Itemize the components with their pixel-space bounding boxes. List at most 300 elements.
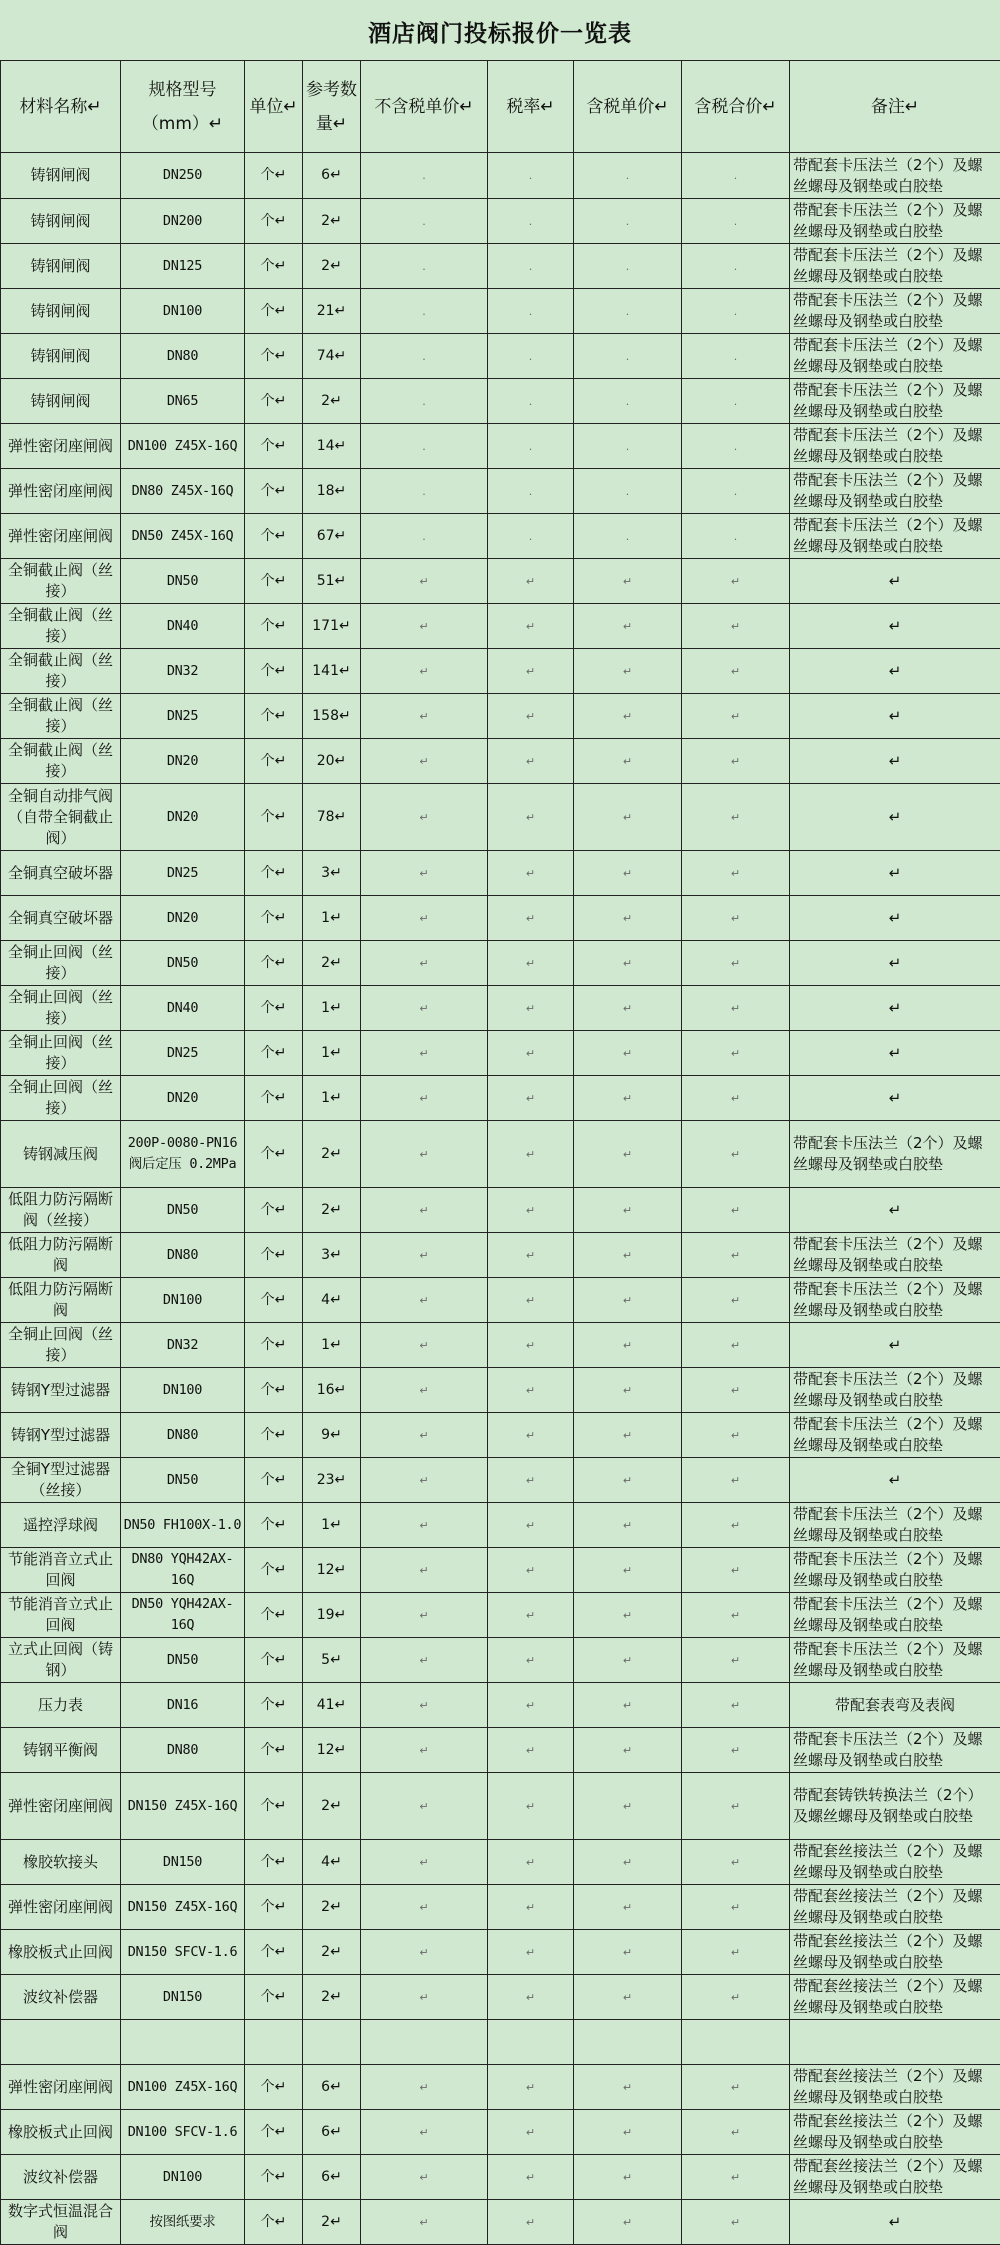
cell-unit: 个↵ bbox=[245, 896, 303, 941]
cell-unit: 个↵ bbox=[245, 514, 303, 559]
cell-note: 带配套丝接法兰（2个）及螺丝螺母及钢垫或白胶垫 bbox=[790, 2155, 1000, 2200]
table-row bbox=[1, 289, 1000, 334]
cell-note: ↵ bbox=[790, 784, 1000, 851]
cell-spec: DN125 bbox=[121, 244, 245, 289]
cell-pre-tax-price: . bbox=[361, 199, 488, 244]
cell-note: 带配套卡压法兰（2个）及螺丝螺母及钢垫或白胶垫 bbox=[790, 1368, 1000, 1413]
table-row bbox=[1, 649, 1000, 694]
cell-tax-total: ↵ bbox=[682, 2155, 790, 2200]
cell-spec: DN25 bbox=[121, 694, 245, 739]
cell-spec: DN50 bbox=[121, 559, 245, 604]
cell-spec: DN100 bbox=[121, 2155, 245, 2200]
cell-qty: 12↵ bbox=[303, 1548, 361, 1593]
cell-tax-total: ↵ bbox=[682, 1413, 790, 1458]
cell-spec: DN32 bbox=[121, 1323, 245, 1368]
cell-tax-price: ↵ bbox=[574, 941, 682, 986]
cell-tax-rate: ↵ bbox=[488, 2200, 574, 2245]
cell-unit: 个↵ bbox=[245, 739, 303, 784]
cell-note: 带配套丝接法兰（2个）及螺丝螺母及钢垫或白胶垫 bbox=[790, 1885, 1000, 1930]
cell-tax-price: ↵ bbox=[574, 1368, 682, 1413]
cell-tax-rate: ↵ bbox=[488, 739, 574, 784]
cell-tax-rate: ↵ bbox=[488, 559, 574, 604]
cell-material-name: 弹性密闭座闸阀 bbox=[1, 469, 121, 514]
cell-spec: DN150 Z45X-16Q bbox=[121, 1885, 245, 1930]
cell-qty: 2↵ bbox=[303, 1975, 361, 2020]
cell-qty: 1↵ bbox=[303, 1031, 361, 1076]
cell-unit: 个↵ bbox=[245, 153, 303, 199]
table-row bbox=[1, 896, 1000, 941]
cell-qty: 16↵ bbox=[303, 1368, 361, 1413]
cell-note: ↵ bbox=[790, 1076, 1000, 1121]
col-tax-price: 含税单价↵ bbox=[574, 61, 682, 153]
cell-unit: 个↵ bbox=[245, 1593, 303, 1638]
cell-tax-price: . bbox=[574, 153, 682, 199]
cell-tax-price: ↵ bbox=[574, 1121, 682, 1188]
cell-spec: DN80 bbox=[121, 1233, 245, 1278]
table-row bbox=[1, 1233, 1000, 1278]
cell-pre-tax-price: . bbox=[361, 244, 488, 289]
table-row bbox=[1, 1975, 1000, 2020]
cell-qty: 21↵ bbox=[303, 289, 361, 334]
cell-pre-tax-price: ↵ bbox=[361, 1728, 488, 1773]
cell-unit: 个↵ bbox=[245, 2155, 303, 2200]
cell-tax-price: ↵ bbox=[574, 2200, 682, 2245]
cell-unit: 个↵ bbox=[245, 1233, 303, 1278]
cell-tax-rate: . bbox=[488, 199, 574, 244]
cell-tax-rate: . bbox=[488, 469, 574, 514]
cell-qty: 23↵ bbox=[303, 1458, 361, 1503]
cell-tax-price: ↵ bbox=[574, 739, 682, 784]
cell-tax-price: ↵ bbox=[574, 1840, 682, 1885]
cell-unit: 个↵ bbox=[245, 1458, 303, 1503]
cell-material-name: 铸钢闸阀 bbox=[1, 334, 121, 379]
table-row bbox=[1, 199, 1000, 244]
cell-unit bbox=[245, 2020, 303, 2065]
cell-material-name: 波纹补偿器 bbox=[1, 1975, 121, 2020]
cell-pre-tax-price: ↵ bbox=[361, 1278, 488, 1323]
cell-qty: 1↵ bbox=[303, 896, 361, 941]
cell-pre-tax-price: ↵ bbox=[361, 1885, 488, 1930]
cell-material-name: 全铜截止阀（丝接） bbox=[1, 604, 121, 649]
cell-spec: DN65 bbox=[121, 379, 245, 424]
cell-material-name: 全铜止回阀（丝接） bbox=[1, 1076, 121, 1121]
cell-tax-price: . bbox=[574, 289, 682, 334]
cell-material-name: 铸钢Y型过滤器 bbox=[1, 1413, 121, 1458]
cell-tax-price: ↵ bbox=[574, 1548, 682, 1593]
cell-material-name: 全铜截止阀（丝接） bbox=[1, 649, 121, 694]
cell-unit: 个↵ bbox=[245, 1121, 303, 1188]
cell-tax-total: ↵ bbox=[682, 1773, 790, 1840]
cell-spec: DN50 bbox=[121, 1638, 245, 1683]
cell-note: 带配套丝接法兰（2个）及螺丝螺母及钢垫或白胶垫 bbox=[790, 1975, 1000, 2020]
cell-spec: DN50 FH100X-1.0 bbox=[121, 1503, 245, 1548]
cell-spec: DN50 bbox=[121, 941, 245, 986]
cell-material-name: 橡胶软接头 bbox=[1, 1840, 121, 1885]
cell-qty: 1↵ bbox=[303, 1503, 361, 1548]
cell-tax-total: ↵ bbox=[682, 1121, 790, 1188]
table-row bbox=[1, 1278, 1000, 1323]
cell-tax-price: ↵ bbox=[574, 2065, 682, 2110]
cell-tax-price: . bbox=[574, 469, 682, 514]
cell-tax-rate: ↵ bbox=[488, 851, 574, 896]
cell-material-name: 铸钢闸阀 bbox=[1, 289, 121, 334]
cell-pre-tax-price: ↵ bbox=[361, 1503, 488, 1548]
col-tax-rate: 税率↵ bbox=[488, 61, 574, 153]
table-row bbox=[1, 424, 1000, 469]
table-row bbox=[1, 514, 1000, 559]
cell-pre-tax-price: ↵ bbox=[361, 649, 488, 694]
cell-tax-price: . bbox=[574, 514, 682, 559]
cell-pre-tax-price: ↵ bbox=[361, 1840, 488, 1885]
cell-tax-total: ↵ bbox=[682, 2200, 790, 2245]
cell-spec: DN150 bbox=[121, 1840, 245, 1885]
cell-spec: DN50 Z45X-16Q bbox=[121, 514, 245, 559]
cell-tax-price: ↵ bbox=[574, 1188, 682, 1233]
cell-spec: 按图纸要求 bbox=[121, 2200, 245, 2245]
table-row bbox=[1, 2020, 1000, 2065]
cell-tax-total: ↵ bbox=[682, 1076, 790, 1121]
cell-tax-rate: . bbox=[488, 379, 574, 424]
cell-pre-tax-price: ↵ bbox=[361, 1638, 488, 1683]
cell-pre-tax-price: ↵ bbox=[361, 1548, 488, 1593]
cell-spec: DN200 bbox=[121, 199, 245, 244]
cell-note: 带配套卡压法兰（2个）及螺丝螺母及钢垫或白胶垫 bbox=[790, 469, 1000, 514]
cell-qty: 9↵ bbox=[303, 1413, 361, 1458]
cell-unit: 个↵ bbox=[245, 1188, 303, 1233]
cell-tax-total: ↵ bbox=[682, 1683, 790, 1728]
cell-tax-price: ↵ bbox=[574, 986, 682, 1031]
cell-material-name: 节能消音立式止回阀 bbox=[1, 1548, 121, 1593]
cell-note: 带配套表弯及表阀 bbox=[790, 1683, 1000, 1728]
cell-unit: 个↵ bbox=[245, 1503, 303, 1548]
cell-unit: 个↵ bbox=[245, 1548, 303, 1593]
cell-pre-tax-price: ↵ bbox=[361, 559, 488, 604]
cell-unit: 个↵ bbox=[245, 1930, 303, 1975]
cell-material-name: 铸钢闸阀 bbox=[1, 244, 121, 289]
cell-tax-total: . bbox=[682, 379, 790, 424]
cell-tax-price: ↵ bbox=[574, 1638, 682, 1683]
cell-tax-price: ↵ bbox=[574, 784, 682, 851]
cell-tax-price: ↵ bbox=[574, 1323, 682, 1368]
cell-tax-price: . bbox=[574, 334, 682, 379]
table-row bbox=[1, 2200, 1000, 2245]
cell-tax-price: ↵ bbox=[574, 851, 682, 896]
cell-qty: 3↵ bbox=[303, 851, 361, 896]
cell-note: ↵ bbox=[790, 739, 1000, 784]
cell-tax-price: . bbox=[574, 424, 682, 469]
cell-qty: 2↵ bbox=[303, 1188, 361, 1233]
cell-tax-rate: ↵ bbox=[488, 694, 574, 739]
cell-tax-total: ↵ bbox=[682, 694, 790, 739]
cell-tax-total: ↵ bbox=[682, 1975, 790, 2020]
cell-spec: DN100 Z45X-16Q bbox=[121, 2065, 245, 2110]
cell-tax-total: ↵ bbox=[682, 649, 790, 694]
cell-tax-price: ↵ bbox=[574, 559, 682, 604]
cell-spec: DN32 bbox=[121, 649, 245, 694]
cell-pre-tax-price: ↵ bbox=[361, 1773, 488, 1840]
cell-tax-rate: ↵ bbox=[488, 2110, 574, 2155]
table-row bbox=[1, 1930, 1000, 1975]
table-row bbox=[1, 2155, 1000, 2200]
cell-note: 带配套卡压法兰（2个）及螺丝螺母及钢垫或白胶垫 bbox=[790, 244, 1000, 289]
cell-qty: 2↵ bbox=[303, 1121, 361, 1188]
table-row bbox=[1, 469, 1000, 514]
cell-material-name: 低阻力防污隔断阀 bbox=[1, 1278, 121, 1323]
cell-pre-tax-price: ↵ bbox=[361, 1233, 488, 1278]
cell-spec: DN25 bbox=[121, 851, 245, 896]
cell-material-name: 全铜Y型过滤器（丝接） bbox=[1, 1458, 121, 1503]
table-row bbox=[1, 784, 1000, 851]
cell-tax-rate: ↵ bbox=[488, 784, 574, 851]
cell-pre-tax-price: ↵ bbox=[361, 784, 488, 851]
cell-spec: DN150 bbox=[121, 1975, 245, 2020]
cell-tax-total: ↵ bbox=[682, 1840, 790, 1885]
cell-note: 带配套卡压法兰（2个）及螺丝螺母及钢垫或白胶垫 bbox=[790, 289, 1000, 334]
cell-tax-rate: ↵ bbox=[488, 1773, 574, 1840]
cell-note: 带配套丝接法兰（2个）及螺丝螺母及钢垫或白胶垫 bbox=[790, 2065, 1000, 2110]
cell-tax-total: ↵ bbox=[682, 2110, 790, 2155]
cell-material-name: 弹性密闭座闸阀 bbox=[1, 514, 121, 559]
cell-tax-rate: ↵ bbox=[488, 1885, 574, 1930]
cell-qty: 2↵ bbox=[303, 379, 361, 424]
cell-qty: 1↵ bbox=[303, 986, 361, 1031]
cell-qty: 5↵ bbox=[303, 1638, 361, 1683]
cell-tax-total: ↵ bbox=[682, 1368, 790, 1413]
cell-tax-total: ↵ bbox=[682, 1548, 790, 1593]
cell-spec bbox=[121, 2020, 245, 2065]
cell-tax-price: ↵ bbox=[574, 896, 682, 941]
table-row bbox=[1, 1076, 1000, 1121]
cell-spec: DN20 bbox=[121, 1076, 245, 1121]
cell-tax-rate: ↵ bbox=[488, 1683, 574, 1728]
cell-tax-rate bbox=[488, 2020, 574, 2065]
table-row bbox=[1, 1683, 1000, 1728]
cell-tax-price: ↵ bbox=[574, 2155, 682, 2200]
cell-pre-tax-price: . bbox=[361, 334, 488, 379]
cell-qty: 6↵ bbox=[303, 2065, 361, 2110]
table-row bbox=[1, 334, 1000, 379]
table-row bbox=[1, 1638, 1000, 1683]
cell-tax-rate: ↵ bbox=[488, 604, 574, 649]
cell-qty: 141↵ bbox=[303, 649, 361, 694]
cell-tax-total: . bbox=[682, 334, 790, 379]
cell-qty: 2↵ bbox=[303, 941, 361, 986]
cell-tax-total: . bbox=[682, 199, 790, 244]
cell-tax-total: ↵ bbox=[682, 2065, 790, 2110]
table-row bbox=[1, 694, 1000, 739]
cell-tax-price: ↵ bbox=[574, 1728, 682, 1773]
col-tax-total: 含税合价↵ bbox=[682, 61, 790, 153]
cell-note: 带配套卡压法兰（2个）及螺丝螺母及钢垫或白胶垫 bbox=[790, 334, 1000, 379]
cell-spec: DN100 bbox=[121, 1278, 245, 1323]
cell-pre-tax-price: . bbox=[361, 514, 488, 559]
cell-material-name: 节能消音立式止回阀 bbox=[1, 1593, 121, 1638]
table-row bbox=[1, 559, 1000, 604]
cell-spec: DN40 bbox=[121, 604, 245, 649]
cell-pre-tax-price: ↵ bbox=[361, 851, 488, 896]
cell-tax-total bbox=[682, 2020, 790, 2065]
cell-tax-total: ↵ bbox=[682, 559, 790, 604]
cell-material-name: 数字式恒温混合阀 bbox=[1, 2200, 121, 2245]
cell-note: ↵ bbox=[790, 1031, 1000, 1076]
cell-tax-total: . bbox=[682, 244, 790, 289]
cell-pre-tax-price: ↵ bbox=[361, 1188, 488, 1233]
table-body bbox=[1, 153, 1000, 2245]
cell-note: 带配套卡压法兰（2个）及螺丝螺母及钢垫或白胶垫 bbox=[790, 1413, 1000, 1458]
cell-tax-price: ↵ bbox=[574, 694, 682, 739]
cell-tax-rate: ↵ bbox=[488, 1930, 574, 1975]
cell-qty: 2↵ bbox=[303, 244, 361, 289]
cell-tax-rate: ↵ bbox=[488, 1413, 574, 1458]
cell-material-name: 全铜截止阀（丝接） bbox=[1, 694, 121, 739]
cell-spec: DN50 bbox=[121, 1458, 245, 1503]
cell-pre-tax-price bbox=[361, 2020, 488, 2065]
cell-pre-tax-price: ↵ bbox=[361, 739, 488, 784]
cell-note: ↵ bbox=[790, 896, 1000, 941]
cell-tax-rate: ↵ bbox=[488, 1233, 574, 1278]
cell-material-name: 低阻力防污隔断阀 bbox=[1, 1233, 121, 1278]
cell-tax-rate: ↵ bbox=[488, 649, 574, 694]
cell-material-name: 压力表 bbox=[1, 1683, 121, 1728]
cell-tax-total: ↵ bbox=[682, 896, 790, 941]
cell-pre-tax-price: ↵ bbox=[361, 1076, 488, 1121]
cell-material-name: 铸钢闸阀 bbox=[1, 379, 121, 424]
cell-unit: 个↵ bbox=[245, 469, 303, 514]
cell-qty: 4↵ bbox=[303, 1278, 361, 1323]
cell-material-name: 立式止回阀（铸钢） bbox=[1, 1638, 121, 1683]
cell-pre-tax-price: ↵ bbox=[361, 1683, 488, 1728]
cell-spec: DN80 bbox=[121, 334, 245, 379]
cell-note: 带配套卡压法兰（2个）及螺丝螺母及钢垫或白胶垫 bbox=[790, 1548, 1000, 1593]
cell-pre-tax-price: ↵ bbox=[361, 1368, 488, 1413]
cell-unit: 个↵ bbox=[245, 1031, 303, 1076]
cell-tax-total: . bbox=[682, 514, 790, 559]
cell-pre-tax-price: ↵ bbox=[361, 1323, 488, 1368]
cell-material-name: 弹性密闭座闸阀 bbox=[1, 1773, 121, 1840]
cell-material-name: 全铜止回阀（丝接） bbox=[1, 986, 121, 1031]
cell-spec: DN25 bbox=[121, 1031, 245, 1076]
cell-spec: DN50 bbox=[121, 1188, 245, 1233]
cell-tax-rate: ↵ bbox=[488, 1840, 574, 1885]
cell-pre-tax-price: ↵ bbox=[361, 2155, 488, 2200]
cell-tax-total: ↵ bbox=[682, 1233, 790, 1278]
cell-material-name: 铸钢闸阀 bbox=[1, 153, 121, 199]
cell-unit: 个↵ bbox=[245, 1076, 303, 1121]
cell-spec: DN150 SFCV-1.6 bbox=[121, 1930, 245, 1975]
cell-pre-tax-price: ↵ bbox=[361, 986, 488, 1031]
cell-note: ↵ bbox=[790, 604, 1000, 649]
cell-material-name: 弹性密闭座闸阀 bbox=[1, 424, 121, 469]
cell-unit: 个↵ bbox=[245, 379, 303, 424]
cell-unit: 个↵ bbox=[245, 1728, 303, 1773]
cell-tax-total: . bbox=[682, 289, 790, 334]
cell-qty: 6↵ bbox=[303, 2110, 361, 2155]
cell-note: 带配套丝接法兰（2个）及螺丝螺母及钢垫或白胶垫 bbox=[790, 1930, 1000, 1975]
cell-material-name: 弹性密闭座闸阀 bbox=[1, 2065, 121, 2110]
cell-tax-price bbox=[574, 2020, 682, 2065]
cell-qty: 158↵ bbox=[303, 694, 361, 739]
table-row bbox=[1, 244, 1000, 289]
cell-spec: DN80 bbox=[121, 1413, 245, 1458]
cell-pre-tax-price: . bbox=[361, 424, 488, 469]
cell-pre-tax-price: ↵ bbox=[361, 1121, 488, 1188]
cell-pre-tax-price: ↵ bbox=[361, 1975, 488, 2020]
cell-tax-price: ↵ bbox=[574, 1885, 682, 1930]
cell-unit: 个↵ bbox=[245, 334, 303, 379]
col-name: 材料名称↵ bbox=[1, 61, 121, 153]
cell-qty: 6↵ bbox=[303, 2155, 361, 2200]
cell-qty: 3↵ bbox=[303, 1233, 361, 1278]
col-note: 备注↵ bbox=[790, 61, 1000, 153]
cell-material-name: 波纹补偿器 bbox=[1, 2155, 121, 2200]
cell-note: 带配套铸铁转换法兰（2个）及螺丝螺母及钢垫或白胶垫 bbox=[790, 1773, 1000, 1840]
cell-tax-total: ↵ bbox=[682, 941, 790, 986]
cell-spec: DN80 bbox=[121, 1728, 245, 1773]
table-row bbox=[1, 739, 1000, 784]
cell-spec: DN80 Z45X-16Q bbox=[121, 469, 245, 514]
cell-tax-rate: ↵ bbox=[488, 986, 574, 1031]
cell-unit: 个↵ bbox=[245, 199, 303, 244]
cell-unit: 个↵ bbox=[245, 941, 303, 986]
cell-spec: DN100 bbox=[121, 289, 245, 334]
cell-pre-tax-price: . bbox=[361, 469, 488, 514]
cell-tax-price: ↵ bbox=[574, 649, 682, 694]
cell-pre-tax-price: . bbox=[361, 379, 488, 424]
table-row bbox=[1, 153, 1000, 199]
cell-tax-rate: . bbox=[488, 244, 574, 289]
table-row bbox=[1, 1368, 1000, 1413]
cell-pre-tax-price: ↵ bbox=[361, 1930, 488, 1975]
cell-material-name: 全铜截止阀（丝接） bbox=[1, 739, 121, 784]
cell-note: 带配套卡压法兰（2个）及螺丝螺母及钢垫或白胶垫 bbox=[790, 1278, 1000, 1323]
cell-material-name: 铸钢减压阀 bbox=[1, 1121, 121, 1188]
cell-unit: 个↵ bbox=[245, 424, 303, 469]
cell-tax-total: ↵ bbox=[682, 1278, 790, 1323]
cell-tax-rate: ↵ bbox=[488, 1593, 574, 1638]
cell-spec: DN100 bbox=[121, 1368, 245, 1413]
cell-note: ↵ bbox=[790, 1188, 1000, 1233]
cell-qty: 2↵ bbox=[303, 199, 361, 244]
cell-tax-rate: ↵ bbox=[488, 2065, 574, 2110]
cell-note: ↵ bbox=[790, 986, 1000, 1031]
cell-tax-total: ↵ bbox=[682, 1930, 790, 1975]
cell-qty: 74↵ bbox=[303, 334, 361, 379]
cell-tax-rate: ↵ bbox=[488, 1503, 574, 1548]
cell-note: 带配套卡压法兰（2个）及螺丝螺母及钢垫或白胶垫 bbox=[790, 424, 1000, 469]
cell-tax-rate: . bbox=[488, 424, 574, 469]
cell-qty: 1↵ bbox=[303, 1076, 361, 1121]
cell-note: ↵ bbox=[790, 1323, 1000, 1368]
table-row bbox=[1, 941, 1000, 986]
cell-tax-rate: . bbox=[488, 153, 574, 199]
cell-pre-tax-price: ↵ bbox=[361, 1413, 488, 1458]
cell-spec: DN80 YQH42AX-16Q bbox=[121, 1548, 245, 1593]
cell-tax-price: ↵ bbox=[574, 1233, 682, 1278]
table-row bbox=[1, 1503, 1000, 1548]
cell-tax-price: ↵ bbox=[574, 1773, 682, 1840]
table-row bbox=[1, 604, 1000, 649]
cell-note: ↵ bbox=[790, 694, 1000, 739]
cell-tax-rate: ↵ bbox=[488, 1278, 574, 1323]
cell-qty: 19↵ bbox=[303, 1593, 361, 1638]
cell-note: ↵ bbox=[790, 1458, 1000, 1503]
table-row bbox=[1, 2110, 1000, 2155]
cell-note: 带配套卡压法兰（2个）及螺丝螺母及钢垫或白胶垫 bbox=[790, 514, 1000, 559]
cell-note: 带配套丝接法兰（2个）及螺丝螺母及钢垫或白胶垫 bbox=[790, 1840, 1000, 1885]
cell-tax-rate: ↵ bbox=[488, 1548, 574, 1593]
cell-tax-total: ↵ bbox=[682, 739, 790, 784]
cell-tax-total: . bbox=[682, 469, 790, 514]
